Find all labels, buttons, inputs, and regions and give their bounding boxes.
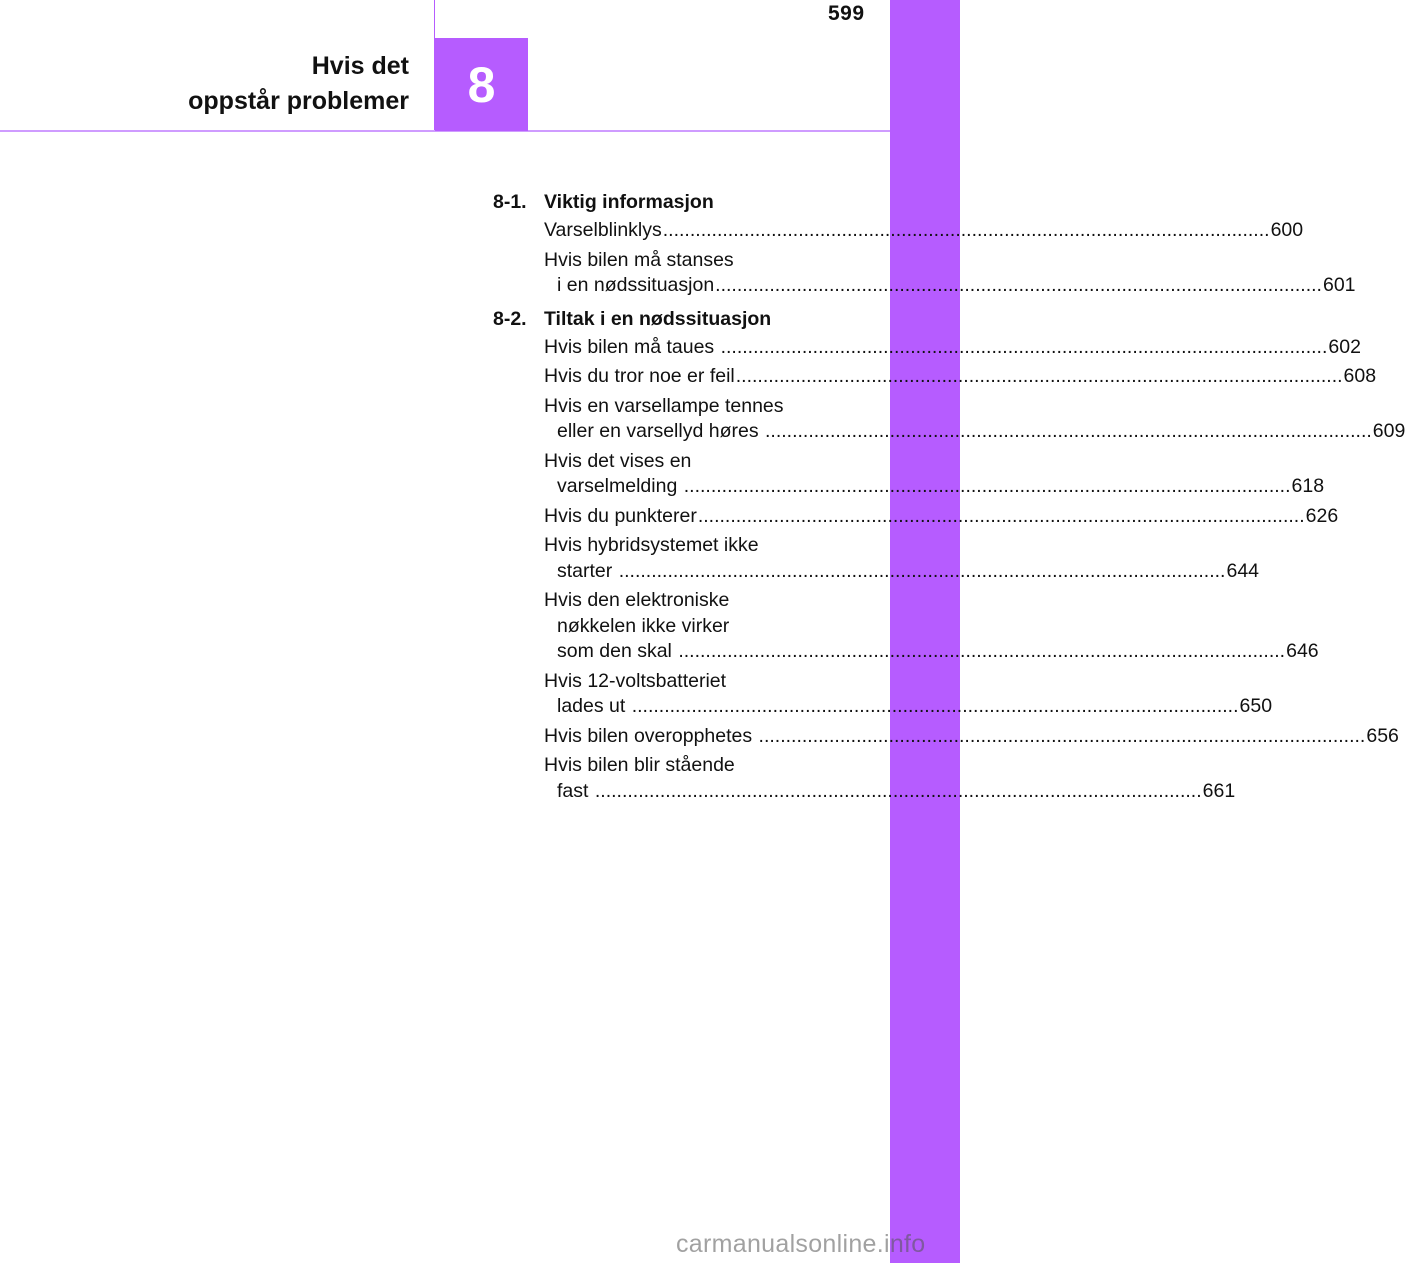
toc-entry-text: som den skal	[557, 640, 678, 662]
toc-entry-leader-line	[544, 779, 1236, 805]
toc-entry[interactable]	[544, 504, 1339, 530]
dot-leader	[619, 560, 1226, 582]
chapter-title-line-1: Hvis det	[311, 52, 409, 80]
section-number: 8-1.	[493, 191, 527, 213]
toc-entry[interactable]	[544, 724, 1399, 750]
chapter-number: 8	[467, 56, 496, 113]
section-number: 8-2.	[493, 307, 527, 330]
toc-entry-leader-line	[544, 273, 1356, 299]
toc-entry-text: starter	[557, 559, 618, 582]
toc-entry-text: Hvis bilen blir stående	[544, 754, 735, 776]
toc-entry-page: 601	[1322, 274, 1356, 296]
toc-entry-leader-line	[544, 218, 1304, 244]
section-title: Tiltak i en nødssituasjon	[544, 307, 772, 330]
chapter-title-line-2: oppstår problemer	[188, 87, 409, 115]
toc-entry-text: nøkkelen ikke virker	[557, 614, 730, 637]
toc-entry-leader-line	[544, 504, 1339, 530]
toc-entry-page: 602	[1328, 335, 1361, 358]
toc-entry-page: 644	[1226, 559, 1260, 582]
dot-leader	[595, 780, 1202, 802]
dot-leader	[759, 725, 1366, 747]
toc-entry-text: eller en varsellyd høres	[557, 420, 764, 442]
toc-entry-text: fast	[557, 779, 594, 802]
toc-entry-text: i en nødssituasjon	[557, 274, 715, 296]
toc-entry-page: 650	[1239, 695, 1273, 717]
toc-entry-leader-line	[544, 335, 1361, 361]
toc-entry-leader-line	[544, 559, 1260, 585]
toc-entry-text: Hvis du tror noe er feil	[544, 365, 735, 387]
page-number: 599	[828, 2, 865, 25]
toc-entry-leader-line	[544, 474, 1325, 500]
toc-entry[interactable]	[544, 753, 1236, 804]
toc-entry-leader-line	[544, 419, 1405, 445]
table-of-contents	[493, 190, 1405, 808]
toc-entry-page: 661	[1202, 779, 1236, 802]
toc-entry[interactable]	[544, 669, 1273, 720]
dot-leader	[684, 475, 1291, 497]
dot-leader	[698, 505, 1305, 527]
dot-leader	[663, 219, 1270, 241]
toc-entry[interactable]	[544, 449, 1325, 500]
toc-entry-page: 608	[1343, 365, 1377, 387]
toc-entry[interactable]	[544, 248, 1356, 299]
toc-entry-text: Hvis den elektroniske	[544, 589, 730, 611]
toc-entry-leader-line	[544, 724, 1399, 750]
toc-entry-page: 646	[1286, 640, 1319, 662]
toc-entry-text: Hvis bilen må taues	[544, 335, 720, 358]
toc-entry[interactable]	[544, 335, 1361, 361]
toc-entry[interactable]	[544, 533, 1260, 584]
toc-entry-leader-line	[544, 694, 1273, 720]
dot-leader	[678, 640, 1285, 662]
toc-section-heading[interactable]	[493, 190, 833, 214]
toc-entry[interactable]	[544, 218, 1304, 244]
toc-entry-text: Hvis en varsellampe tennes	[544, 394, 784, 417]
watermark-text: carmanualsonline.info	[676, 1230, 926, 1258]
toc-entry[interactable]	[544, 394, 1405, 445]
toc-entry-text: Hvis bilen må stanses	[544, 248, 734, 271]
dot-leader	[721, 336, 1328, 358]
dot-leader	[632, 695, 1239, 717]
toc-entry-page: 656	[1366, 724, 1399, 747]
toc-entry-text: lades ut	[557, 695, 631, 717]
toc-entry-leader-line	[544, 364, 1377, 390]
dot-leader	[715, 274, 1322, 296]
toc-entry-text: varselmelding	[557, 475, 683, 497]
toc-entry-page: 600	[1270, 219, 1304, 241]
chapter-title	[188, 49, 409, 119]
chapter-side-tab	[890, 0, 960, 1263]
toc-entry-text: Hvis hybridsystemet ikke	[544, 534, 759, 556]
toc-entry-text: Hvis det vises en	[544, 449, 692, 472]
section-title: Viktig informasjon	[544, 191, 714, 213]
toc-entry[interactable]	[544, 588, 1319, 665]
toc-entry-page: 609	[1372, 420, 1405, 442]
toc-entry-page: 618	[1291, 475, 1325, 497]
toc-entry-text: Hvis 12-voltsbatteriet	[544, 669, 727, 692]
dot-leader	[736, 365, 1343, 387]
chapter-number-box	[435, 38, 528, 131]
toc-entry-text: Hvis du punkterer	[544, 504, 697, 527]
toc-entry[interactable]	[544, 364, 1377, 390]
dot-leader	[765, 420, 1372, 442]
toc-entry-text: Varselblinklys	[544, 219, 662, 241]
toc-entry-text: Hvis bilen overopphetes	[544, 724, 758, 747]
toc-entry-page: 626	[1305, 504, 1339, 527]
toc-section-heading[interactable]	[493, 307, 833, 331]
toc-entry-leader-line	[544, 639, 1319, 665]
